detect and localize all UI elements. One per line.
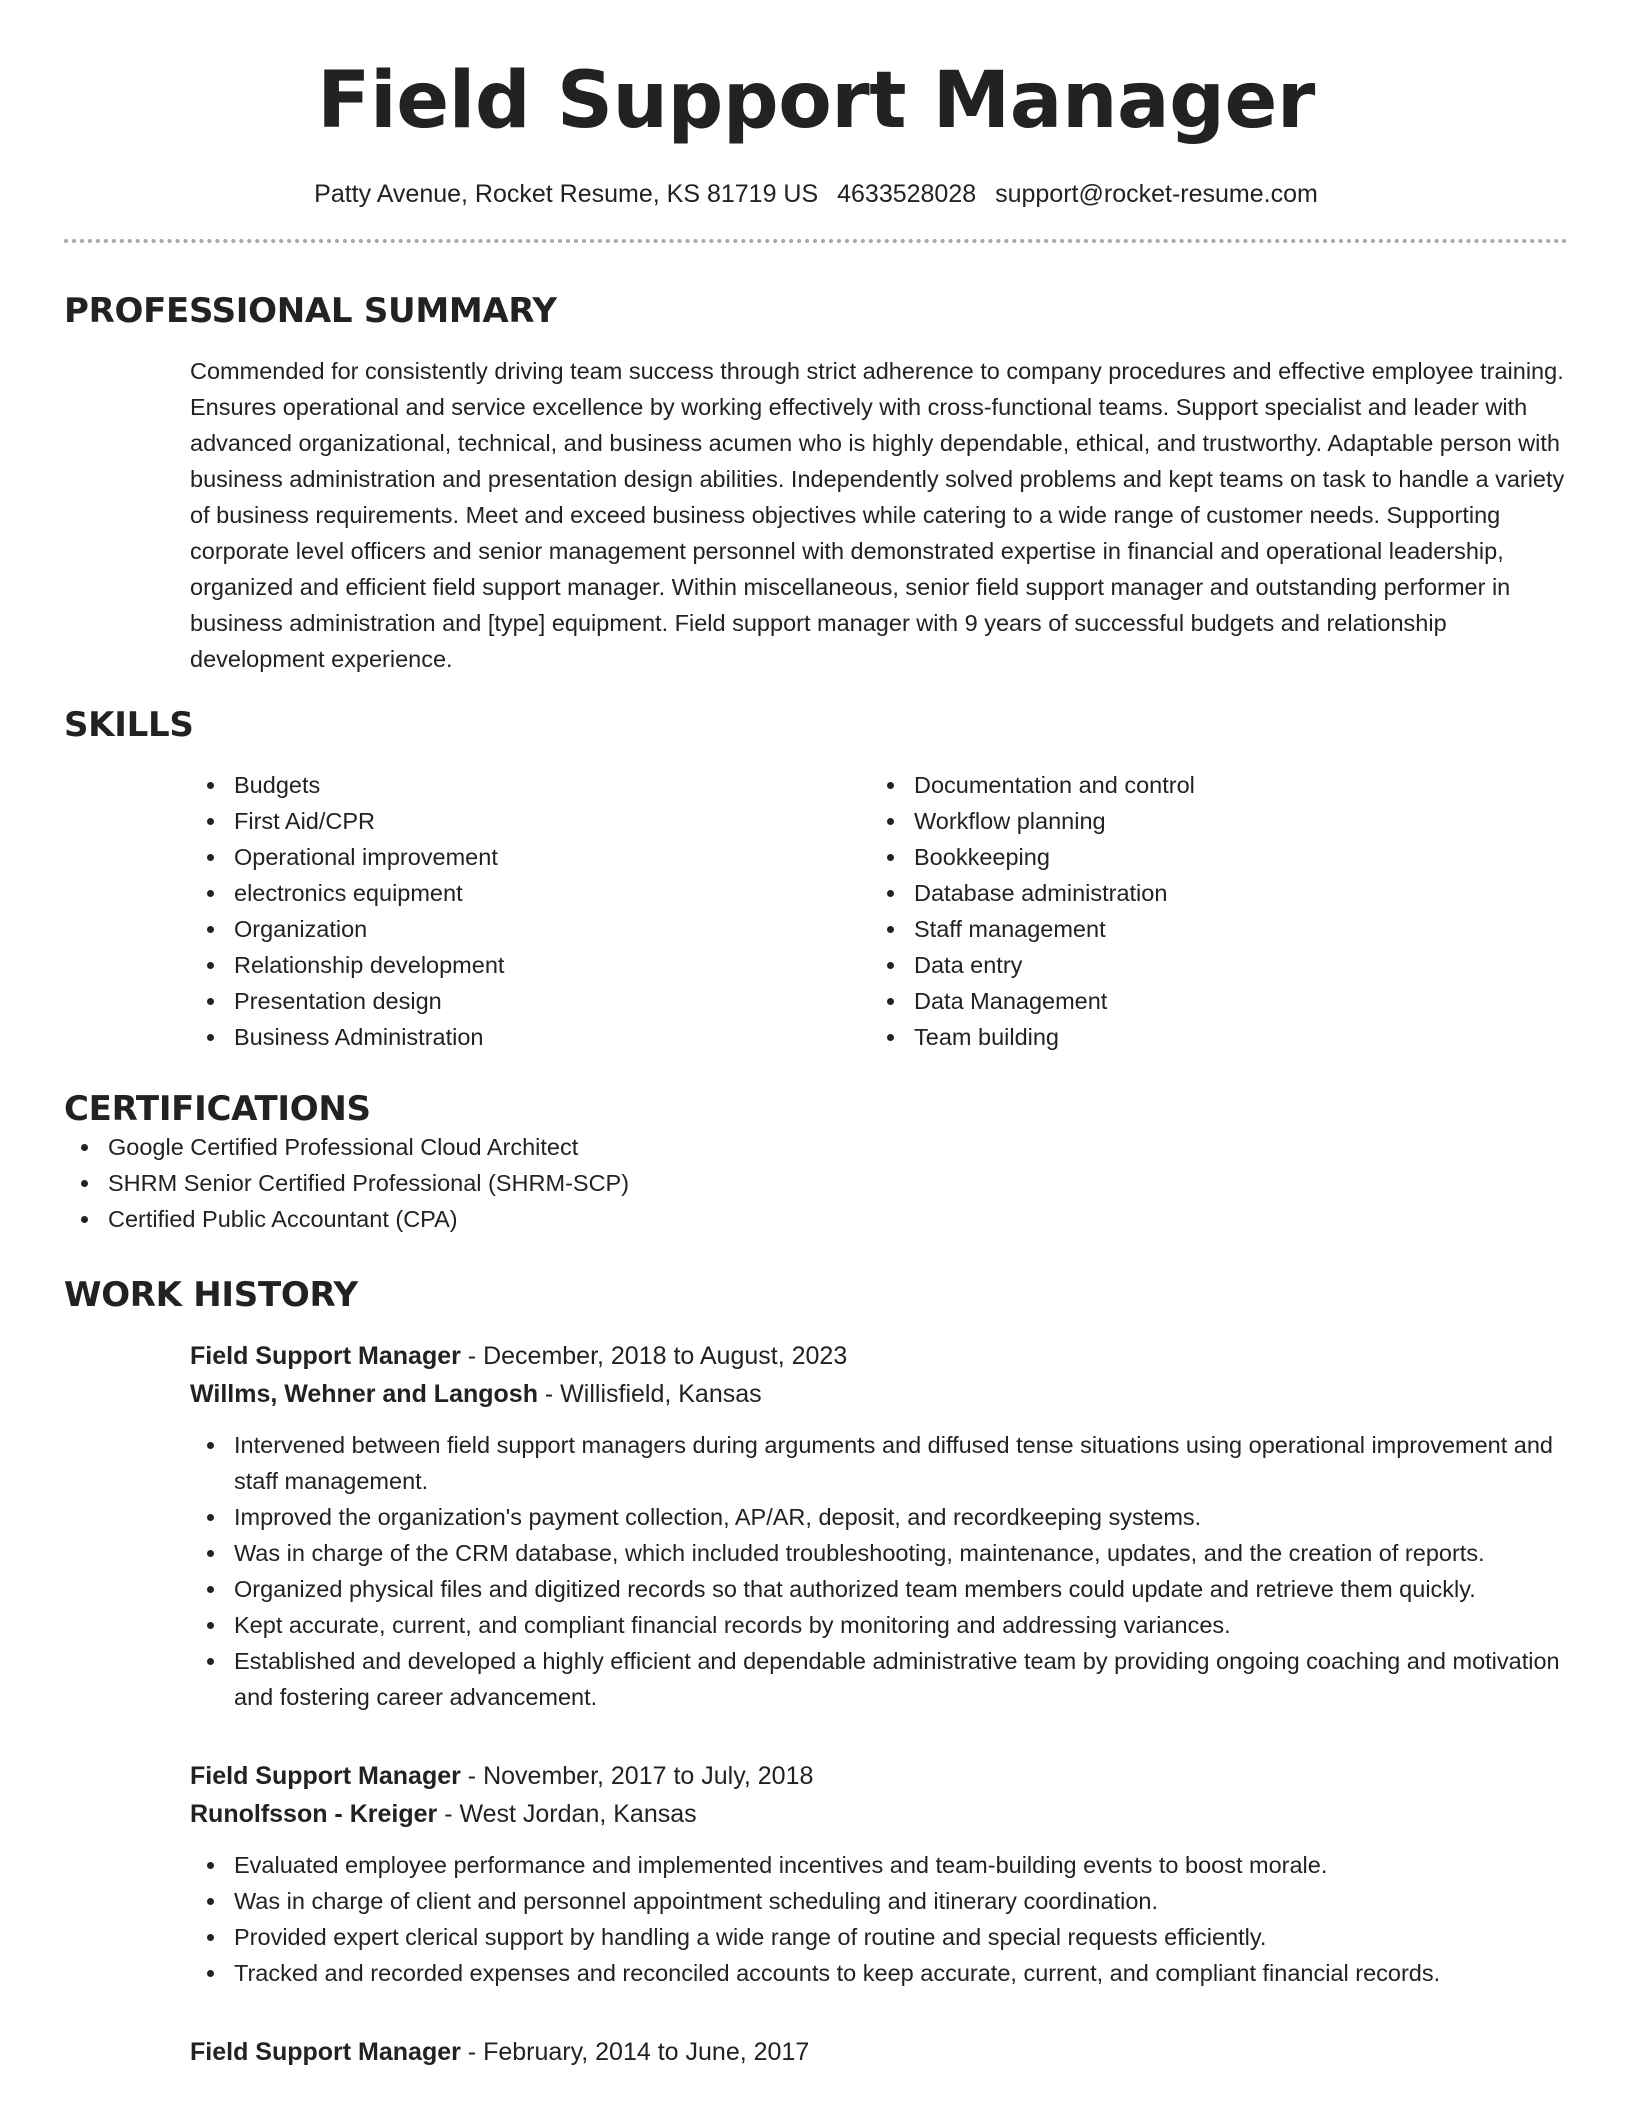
- skill-item: Presentation design: [190, 983, 870, 1019]
- contact-line: [64, 180, 1568, 209]
- job-bullet: Improved the organization's payment collection, AP/AR, deposit, and recordkeeping systems.: [190, 1499, 1568, 1535]
- skill-item: Data Management: [870, 983, 1550, 1019]
- contact-phone: 4633528028: [837, 180, 977, 208]
- section-title-certifications: CERTIFICATIONS: [64, 1089, 371, 1129]
- contact-email: support@rocket-resume.com: [995, 180, 1318, 208]
- skills-column-left: [190, 767, 870, 1055]
- job-bullets: [190, 1847, 1568, 1991]
- job-location: - West Jordan, Kansas: [437, 1800, 697, 1828]
- job-entry: [190, 1757, 1568, 1991]
- job-bullet: Provided expert clerical support by handling a wide range of routine and special requests efficiently.: [190, 1919, 1568, 1955]
- job-bullet: Evaluated employee performance and implemented incentives and team-building events to boost morale.: [190, 1847, 1568, 1883]
- skill-item: electronics equipment: [190, 875, 870, 911]
- job-role-line: [190, 1757, 1568, 1795]
- job-dates: - November, 2017 to July, 2018: [460, 1762, 814, 1790]
- job-company: Runolfsson - Kreiger: [190, 1800, 438, 1828]
- job-role: Field Support Manager: [190, 1342, 461, 1370]
- job-entry: [190, 1337, 1568, 1715]
- skills-grid: [190, 767, 1568, 1055]
- job-company-line: [190, 1375, 1568, 1413]
- job-role-line: [190, 2033, 1568, 2071]
- job-company: Willms, Wehner and Langosh: [190, 1380, 538, 1408]
- job-bullet: Intervened between field support managers during arguments and diffused tense situations using operational improvement and staff management.: [190, 1427, 1568, 1499]
- job-role: Field Support Manager: [190, 1762, 461, 1790]
- job-location: - Willisfield, Kansas: [537, 1380, 762, 1408]
- skill-item: Business Administration: [190, 1019, 870, 1055]
- skill-item: Documentation and control: [870, 767, 1550, 803]
- contact-address: Patty Avenue, Rocket Resume, KS 81719 US: [314, 180, 819, 208]
- skill-item: Staff management: [870, 911, 1550, 947]
- job-bullets: [190, 1427, 1568, 1715]
- job-entry: [190, 2033, 1568, 2071]
- certification-list: [64, 1129, 1568, 1237]
- skill-item: Budgets: [190, 767, 870, 803]
- job-company-line: [190, 1795, 1568, 1833]
- certification-item: Certified Public Accountant (CPA): [64, 1201, 1568, 1237]
- skill-item: Team building: [870, 1019, 1550, 1055]
- job-dates: - December, 2018 to August, 2023: [460, 1342, 848, 1370]
- certification-item: SHRM Senior Certified Professional (SHRM-SCP): [64, 1165, 1568, 1201]
- section-title-work-history: WORK HISTORY: [64, 1275, 358, 1315]
- certification-item: Google Certified Professional Cloud Architect: [64, 1129, 1568, 1165]
- section-title-skills: SKILLS: [64, 705, 194, 745]
- skill-item: Relationship development: [190, 947, 870, 983]
- job-bullet: Kept accurate, current, and compliant financial records by monitoring and addressing variances.: [190, 1607, 1568, 1643]
- skill-item: Database administration: [870, 875, 1550, 911]
- skills-column-right: [870, 767, 1550, 1055]
- job-bullet: Organized physical files and digitized records so that authorized team members could update and retrieve them quickly.: [190, 1571, 1568, 1607]
- skill-item: Workflow planning: [870, 803, 1550, 839]
- section-title-summary: PROFESSIONAL SUMMARY: [64, 291, 557, 331]
- skill-item: Operational improvement: [190, 839, 870, 875]
- job-role: Field Support Manager: [190, 2038, 461, 2066]
- resume-page: [64, 0, 1568, 2071]
- job-bullet: Was in charge of client and personnel appointment scheduling and itinerary coordination.: [190, 1883, 1568, 1919]
- job-bullet: Tracked and recorded expenses and reconciled accounts to keep accurate, current, and compliant financial records.: [190, 1955, 1568, 1991]
- skill-item: Bookkeeping: [870, 839, 1550, 875]
- job-bullet: Established and developed a highly efficient and dependable administrative team by providing ongoing coaching and motivation and fostering career advancement.: [190, 1643, 1568, 1715]
- header-divider: [64, 239, 1568, 243]
- skill-item: First Aid/CPR: [190, 803, 870, 839]
- job-dates: - February, 2014 to June, 2017: [460, 2038, 810, 2066]
- job-role-line: [190, 1337, 1568, 1375]
- skill-item: Organization: [190, 911, 870, 947]
- job-bullet: Was in charge of the CRM database, which included troubleshooting, maintenance, updates, and the creation of reports.: [190, 1535, 1568, 1571]
- skill-item: Data entry: [870, 947, 1550, 983]
- resume-name: Field Support Manager: [317, 56, 1315, 146]
- summary-text: Commended for consistently driving team success through strict adherence to company procedures and effective employee training. Ensures operational and service excellence by working effectively with cross-functional teams. Support specialist and leader with advanced organizational, technical, and business acumen who is highly dependable, ethical, and trustworthy. Adaptable person with business administration and presentation design abilities. Independently solved problems and kept teams on task to handle a variety of business requirements. Meet and exceed business objectives while catering to a wide range of customer needs. Supporting corporate level officers and senior management personnel with demonstrated expertise in financial and operational leadership, organized and efficient field support manager. Within miscellaneous, senior field support manager and outstanding performer in business administration and [type] equipment. Field support manager with 9 years of successful budgets and relationship development experience.: [190, 358, 1565, 672]
